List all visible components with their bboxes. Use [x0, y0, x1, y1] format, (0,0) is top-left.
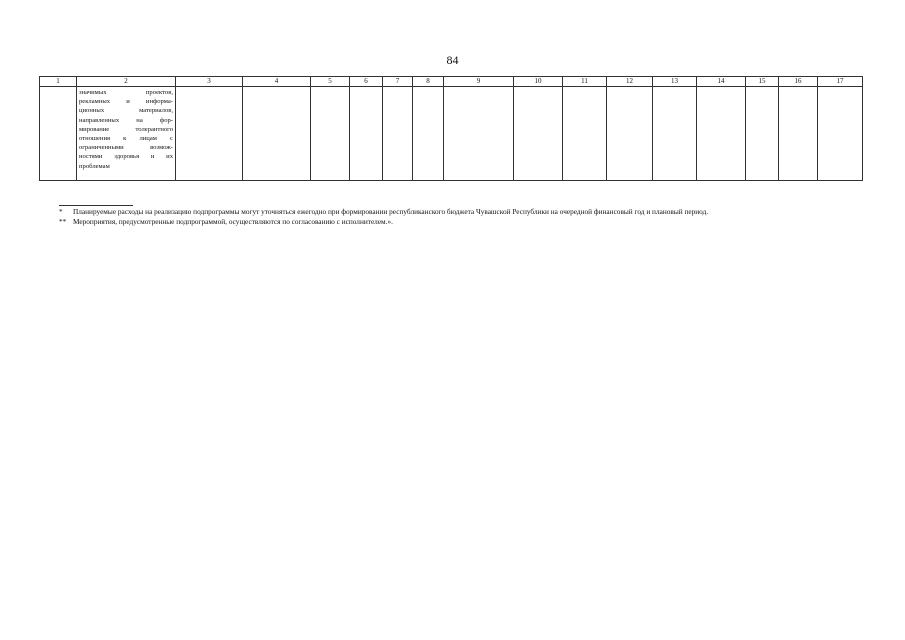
footnote-mark: ** — [59, 216, 67, 226]
description-line: рекламных и информа- — [79, 98, 173, 106]
table-cell — [413, 87, 444, 181]
header-row — [40, 77, 863, 87]
column-header-1: 1 — [40, 77, 77, 87]
column-header-3: 3 — [176, 77, 243, 87]
table-cell — [697, 87, 746, 181]
column-header-5: 5 — [311, 77, 350, 87]
table-cell — [311, 87, 350, 181]
footnote-text: Планируемые расходы на реализацию подпрограммы могут уточняться ежегодно при формировании республиканского бюджета Чувашской Республики на очередной финансовый год и плановый период. — [73, 207, 709, 216]
footnote — [59, 207, 849, 217]
column-header-8: 8 — [413, 77, 444, 87]
table-cell — [779, 87, 818, 181]
table-cell — [40, 87, 77, 181]
table-cell — [653, 87, 697, 181]
column-header-6: 6 — [350, 77, 383, 87]
column-header-17: 17 — [818, 77, 863, 87]
table-cell-description — [77, 87, 176, 181]
column-header-9: 9 — [444, 77, 514, 87]
table-cell — [350, 87, 383, 181]
table-cell — [746, 87, 779, 181]
column-header-15: 15 — [746, 77, 779, 87]
data-table — [39, 76, 863, 181]
description-line: мирование толерантного — [79, 125, 173, 133]
description-line: ограниченными возмож- — [79, 144, 173, 152]
column-header-10: 10 — [514, 77, 563, 87]
table-cell — [563, 87, 607, 181]
table-cell — [383, 87, 413, 181]
table-row — [40, 87, 863, 181]
description-line: ностями здоровья и их — [79, 153, 173, 161]
column-header-7: 7 — [383, 77, 413, 87]
column-header-4: 4 — [243, 77, 311, 87]
table-cell — [243, 87, 311, 181]
page-number: 84 — [446, 53, 459, 67]
description-line: направленных на фор- — [79, 116, 173, 124]
table-cell — [514, 87, 563, 181]
column-header-12: 12 — [607, 77, 653, 87]
column-header-16: 16 — [779, 77, 818, 87]
table-cell — [176, 87, 243, 181]
description-line: значимых проектов, — [79, 89, 173, 96]
footnote — [59, 217, 849, 227]
table-cell — [818, 87, 863, 181]
column-header-2: 2 — [77, 77, 176, 87]
description-line: ционных материалов, — [79, 107, 173, 115]
column-header-13: 13 — [653, 77, 697, 87]
footnote-mark: * — [59, 207, 63, 216]
column-header-14: 14 — [697, 77, 746, 87]
footnote-text: Мероприятия, предусмотренные подпрограммой, осуществляются по согласованию с исполнителем.». — [73, 216, 393, 226]
description-line: отношения к лицам с — [79, 135, 173, 143]
footnote-divider — [59, 205, 133, 206]
footnotes — [59, 207, 849, 226]
description-text — [77, 87, 175, 171]
table-cell — [444, 87, 514, 181]
description-line: проблемам — [79, 162, 110, 170]
table-cell — [607, 87, 653, 181]
column-header-11: 11 — [563, 77, 607, 87]
